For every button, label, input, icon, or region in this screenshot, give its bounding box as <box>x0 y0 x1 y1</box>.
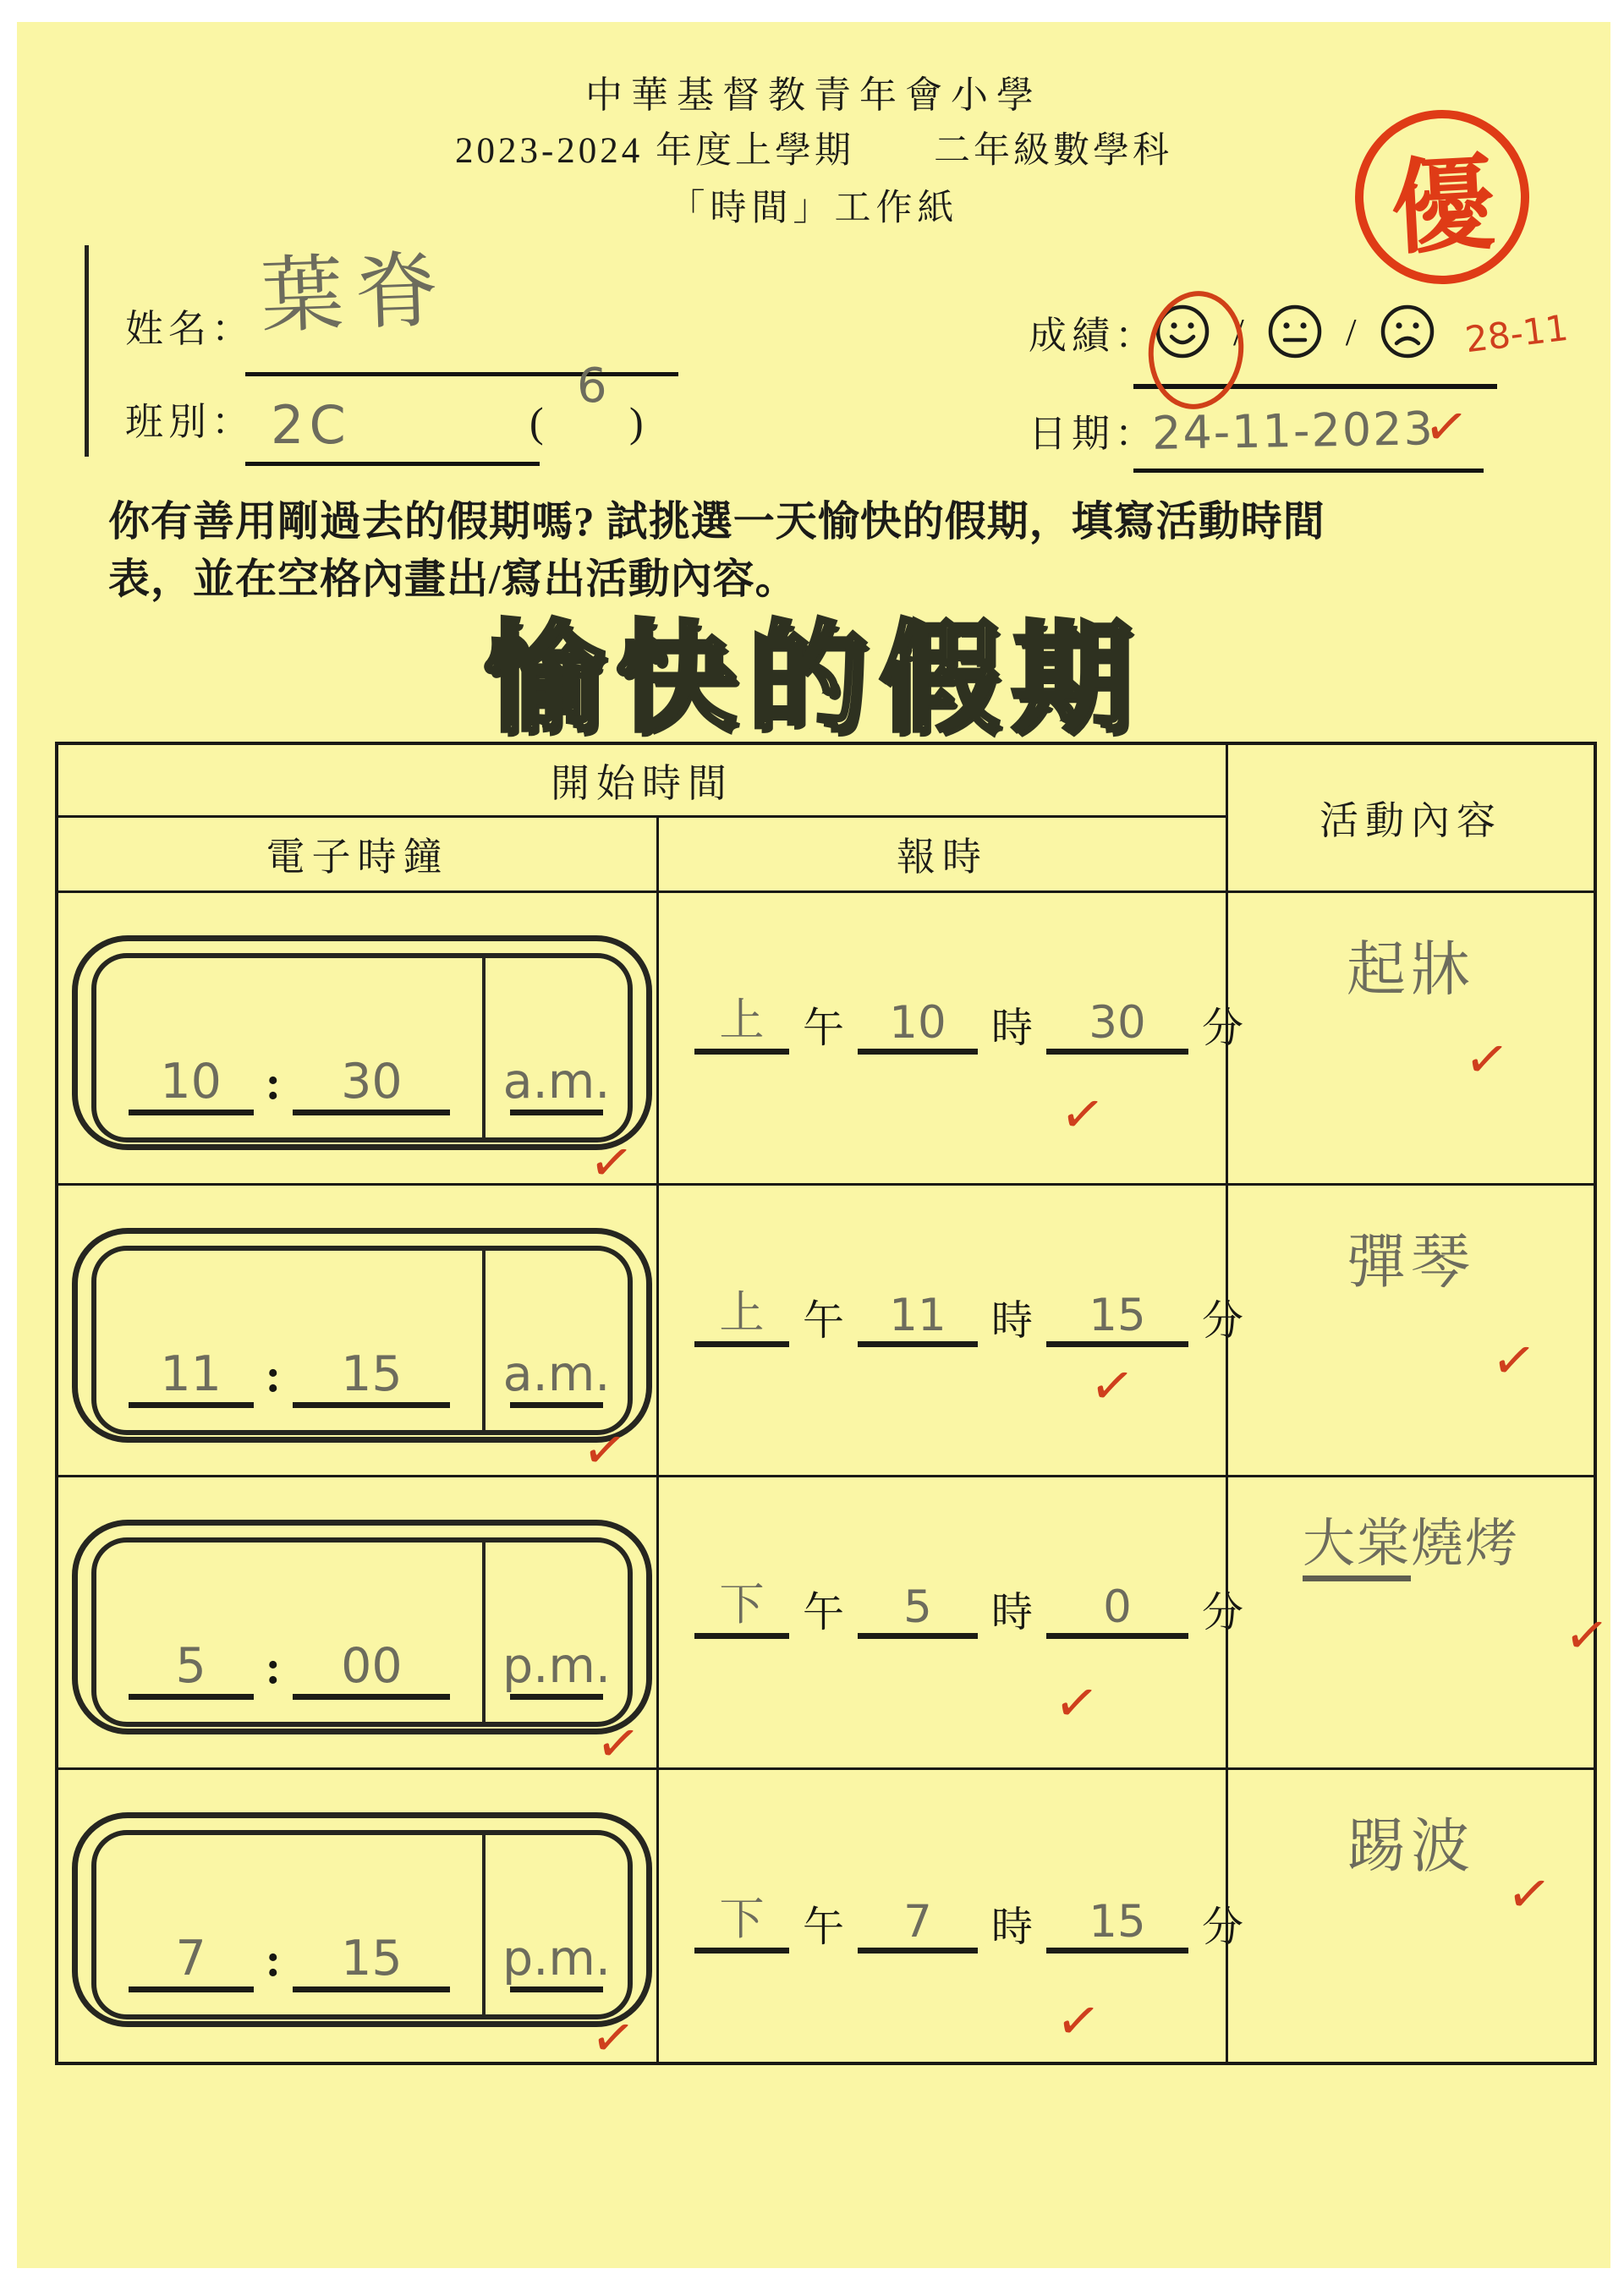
clock-meridiem-handwriting: a.m. <box>502 1054 611 1110</box>
date-label: 日期： <box>1029 413 1159 455</box>
clock-hour-blank <box>129 1623 254 1700</box>
activity-check-mark: ✓ <box>1561 1601 1613 1669</box>
label-noon: 午 <box>803 1903 845 1950</box>
score-slash: / <box>1233 310 1244 353</box>
header-activity: 活動內容 <box>1228 745 1594 893</box>
telling-period-handwriting: 上 <box>719 1286 765 1339</box>
row4-telling-cell <box>659 1770 1244 2063</box>
activity-check-mark: ✓ <box>1488 1326 1540 1394</box>
label-minute: 分 <box>1202 1296 1244 1344</box>
clock-meridiem-blank <box>502 1341 611 1408</box>
clock-meridiem-handwriting: p.m. <box>502 1930 611 1986</box>
clock-minute-blank <box>293 1331 450 1408</box>
clock-minute-handwriting: 15 <box>341 1930 403 1986</box>
name-blank-line <box>245 372 678 376</box>
label-hour: 時 <box>991 1903 1034 1950</box>
telling-period-blank <box>694 1880 789 1954</box>
telling-period-blank <box>694 1274 789 1347</box>
telling-period-handwriting: 上 <box>719 995 765 1046</box>
class-blank-line <box>245 462 540 466</box>
activity-plain-part: 彈琴 <box>1347 1226 1475 1296</box>
activity-underlined-part: 大棠 <box>1303 1512 1411 1581</box>
label-noon: 午 <box>803 1005 845 1051</box>
activity-plain-part: 燒烤 <box>1411 1512 1520 1574</box>
clock-meridiem-handwriting: p.m. <box>502 1638 611 1694</box>
clock-hour-handwriting: 5 <box>175 1638 206 1694</box>
header-digital-clock: 電子時鐘 <box>58 818 659 893</box>
activity-handwriting <box>1228 1214 1594 1300</box>
telling-hour-handwriting: 11 <box>889 1289 946 1341</box>
clock-minute-handwriting: 00 <box>341 1638 403 1694</box>
row1-telling-cell <box>659 893 1244 1186</box>
class-label: 班別： <box>125 401 255 443</box>
telling-hour-blank <box>858 1274 978 1347</box>
row1-activity-cell <box>1228 893 1594 1186</box>
telling-time-line <box>694 1274 1243 1347</box>
worksheet-title: 「時間」工作紙 <box>668 189 959 228</box>
telling-minute-blank <box>1046 1274 1188 1347</box>
telling-minute-handwriting: 15 <box>1089 1289 1146 1341</box>
activity-handwriting <box>1228 1501 1594 1576</box>
clock-time-area <box>96 1251 482 1430</box>
clock-meridiem-area <box>482 1251 628 1430</box>
digital-clock-frame <box>72 1520 652 1734</box>
activity-check-mark: ✓ <box>1503 1860 1555 1927</box>
clock-meridiem-area <box>482 1543 628 1722</box>
instructions-line-1: 你有善用剛過去的假期嗎? 試挑選一天愉快的假期，填寫活動時間 <box>108 498 1325 545</box>
label-noon: 午 <box>803 1589 845 1636</box>
digital-clock-inner <box>91 953 633 1143</box>
activity-plain-part: 起牀 <box>1347 934 1475 1004</box>
label-minute: 分 <box>1202 1589 1244 1636</box>
clock-meridiem-handwriting: a.m. <box>502 1345 611 1402</box>
clock-colon: : <box>265 1349 282 1402</box>
telling-minute-blank <box>1046 981 1188 1055</box>
telling-minute-handwriting: 30 <box>1089 997 1146 1049</box>
worksheet-table <box>55 742 1613 2071</box>
clock-time-area <box>96 1543 482 1722</box>
telling-hour-blank <box>858 981 978 1055</box>
telling-hour-handwriting: 5 <box>903 1581 932 1633</box>
clock-meridiem-blank <box>502 1049 611 1115</box>
clock-minute-blank <box>293 1623 450 1700</box>
class-number-paren-open: ( <box>529 398 544 446</box>
score-slash: / <box>1345 310 1357 353</box>
name-label: 姓名： <box>125 308 255 350</box>
telling-hour-blank <box>858 1565 978 1639</box>
row3-digital-clock-cell <box>58 1477 659 1778</box>
telling-minute-handwriting: 0 <box>1103 1581 1132 1633</box>
telling-hour-blank <box>858 1880 978 1954</box>
telling-period-handwriting: 下 <box>719 1893 765 1945</box>
marking-date-note: 28-11 <box>1462 306 1571 361</box>
clock-time-area <box>96 1835 482 2014</box>
clock-meridiem-blank <box>502 1926 611 1992</box>
clock-hour-blank <box>129 1331 254 1408</box>
label-minute: 分 <box>1202 1903 1244 1950</box>
score-label: 成績： <box>1029 315 1159 357</box>
telling-time-line <box>694 981 1243 1055</box>
telling-period-blank <box>694 1565 789 1639</box>
telling-check-mark: ✓ <box>1056 1080 1109 1148</box>
clock-minute-blank <box>293 1038 450 1115</box>
clock-hour-handwriting: 7 <box>175 1930 206 1986</box>
date-handwriting: 24-11-2023 <box>1151 402 1435 460</box>
clock-hour-blank <box>129 1038 254 1115</box>
telling-check-mark: ✓ <box>1086 1351 1138 1419</box>
telling-hour-handwriting: 7 <box>903 1895 932 1948</box>
scan-artifact-line <box>85 245 89 457</box>
term-line: 2023-2024 年度上學期 二年級數學科 <box>454 131 1173 171</box>
header-telling-time: 報時 <box>659 818 1228 893</box>
row2-telling-cell <box>659 1186 1244 1478</box>
clock-check-mark: ✓ <box>587 2003 639 2071</box>
label-minute: 分 <box>1202 1005 1244 1051</box>
clock-meridiem-area <box>482 958 628 1137</box>
row2-activity-cell <box>1228 1186 1594 1478</box>
row1-digital-clock-cell <box>58 893 659 1197</box>
telling-period-handwriting: 下 <box>719 1579 765 1630</box>
instructions-line-2: 表，並在空格內畫出/寫出活動內容。 <box>108 556 798 602</box>
excellent-stamp-character: 優 <box>1388 147 1498 267</box>
school-name: 中華基督教青年會小學 <box>585 74 1042 116</box>
clock-colon: : <box>265 1057 282 1110</box>
date-blank-line <box>1133 469 1484 473</box>
class-number-handwriting: 6 <box>577 359 607 414</box>
clock-time-area <box>96 958 482 1137</box>
row2-digital-clock-cell <box>58 1186 659 1483</box>
label-hour: 時 <box>991 1296 1034 1344</box>
clock-minute-handwriting: 15 <box>341 1345 403 1402</box>
sad-face-icon <box>1379 303 1436 360</box>
telling-time-line <box>694 1565 1243 1639</box>
clock-minute-handwriting: 30 <box>341 1054 403 1110</box>
worksheet-page <box>17 22 1613 2268</box>
telling-check-mark: ✓ <box>1052 1986 1105 2054</box>
digital-clock-frame <box>72 1812 652 2027</box>
date-check-mark: ✓ <box>1420 392 1473 461</box>
clock-check-mark: ✓ <box>585 1128 638 1197</box>
telling-check-mark: ✓ <box>1051 1669 1103 1737</box>
header-start-time: 開始時間 <box>58 745 1228 818</box>
clock-meridiem-blank <box>502 1633 611 1700</box>
activity-handwriting <box>1228 922 1594 1007</box>
telling-minute-handwriting: 15 <box>1089 1895 1146 1948</box>
name-handwriting: 葉脊 <box>259 242 453 345</box>
label-hour: 時 <box>991 1005 1034 1051</box>
telling-hour-handwriting: 10 <box>889 997 946 1049</box>
clock-hour-blank <box>129 1915 254 1992</box>
clock-check-mark: ✓ <box>592 1709 645 1778</box>
clock-hour-handwriting: 11 <box>160 1345 222 1402</box>
digital-clock-frame <box>72 1228 652 1443</box>
telling-period-blank <box>694 981 789 1055</box>
digital-clock-inner <box>91 1246 633 1435</box>
digital-clock-inner <box>91 1830 633 2019</box>
neutral-face-icon <box>1266 303 1324 360</box>
main-title: 愉快的假期 <box>484 612 1144 746</box>
label-noon: 午 <box>803 1296 845 1344</box>
clock-colon: : <box>265 1933 282 1986</box>
clock-check-mark: ✓ <box>579 1416 631 1483</box>
class-number-paren-close: ) <box>629 398 644 446</box>
digital-clock-inner <box>91 1537 633 1727</box>
class-handwriting: 2C <box>271 394 351 456</box>
activity-check-mark: ✓ <box>1461 1025 1513 1093</box>
telling-minute-blank <box>1046 1880 1188 1954</box>
digital-clock-frame <box>72 935 652 1150</box>
clock-colon: : <box>265 1641 282 1694</box>
clock-meridiem-area <box>482 1835 628 2014</box>
label-hour: 時 <box>991 1589 1034 1636</box>
clock-minute-blank <box>293 1915 450 1992</box>
row3-telling-cell <box>659 1477 1244 1770</box>
row4-activity-cell <box>1228 1770 1594 2063</box>
telling-time-line <box>694 1880 1243 1954</box>
clock-hour-handwriting: 10 <box>160 1054 222 1110</box>
row3-activity-cell <box>1228 1477 1613 1770</box>
telling-minute-blank <box>1046 1565 1188 1639</box>
activity-plain-part: 踢波 <box>1347 1811 1475 1881</box>
row4-digital-clock-cell <box>58 1770 659 2071</box>
